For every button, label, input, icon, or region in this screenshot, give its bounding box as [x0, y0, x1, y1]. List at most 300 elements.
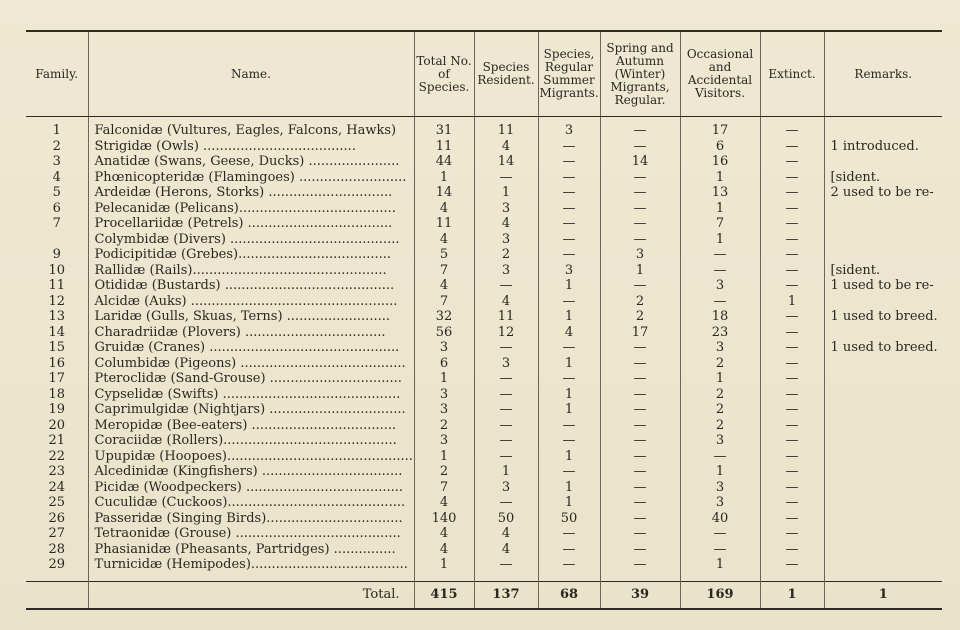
resident-cell: — [474, 449, 538, 465]
summer-cell: 3 [538, 117, 600, 139]
family-cell: 13 [48, 309, 66, 324]
family-cell: 28 [48, 541, 66, 557]
resident-cell: — [474, 340, 538, 356]
name-cell: Turnicidæ (Hemipodes)...................................... [88, 557, 414, 581]
occasional-cell: 1 [680, 371, 760, 387]
summer-cell: 3 [538, 263, 600, 279]
remarks-cell: [sident. [824, 170, 942, 186]
family-cell: 15 [48, 340, 66, 355]
table-row [26, 449, 942, 465]
header-total: Total No. of Species. [414, 31, 474, 117]
name-cell: Rallidæ (Rails)............................................... [88, 263, 414, 279]
family-cell: 1 [52, 123, 61, 138]
table-row [26, 526, 942, 542]
table-footer [26, 581, 942, 609]
extinct-cell: — [760, 542, 824, 558]
remarks-cell [824, 201, 942, 217]
table-row [26, 117, 942, 139]
occasional-cell: — [680, 542, 760, 558]
family-cell: 6 [52, 200, 61, 216]
resident-cell: 4 [474, 216, 538, 232]
spring-cell: — [600, 526, 680, 542]
name-cell: Podicipitidæ (Grebes)..................................... [88, 247, 414, 263]
extinct-cell: — [760, 340, 824, 356]
name-cell: Anatidæ (Swans, Geese, Ducks) ...................... [88, 154, 414, 170]
family-cell: 2 [52, 138, 61, 154]
remarks-cell [824, 117, 942, 139]
total-cell: 11 [414, 216, 474, 232]
remarks-cell [824, 495, 942, 511]
totals-label: Total. [88, 581, 414, 609]
remarks-cell [824, 511, 942, 527]
extinct-cell: — [760, 371, 824, 387]
extinct-cell: — [760, 356, 824, 372]
resident-cell: — [474, 387, 538, 403]
total-cell: 2 [414, 464, 474, 480]
resident-cell: 4 [474, 526, 538, 542]
table-row [26, 216, 942, 232]
occasional-cell: — [680, 247, 760, 263]
spring-cell: — [600, 371, 680, 387]
totals-extinct: 1 [760, 581, 824, 609]
total-cell: 5 [414, 247, 474, 263]
family-cell: 11 [48, 278, 66, 293]
occasional-cell: 13 [680, 185, 760, 201]
remarks-cell [824, 216, 942, 232]
family-cell: 20 [48, 417, 66, 433]
summer-cell: 1 [538, 278, 600, 294]
remarks-cell: 2 used to be re- [824, 185, 942, 201]
summer-cell: 1 [538, 402, 600, 418]
name-cell: Falconidæ (Vultures, Eagles, Falcons, Hawks) [88, 117, 414, 139]
table-body [26, 117, 942, 582]
remarks-cell [824, 154, 942, 170]
family-cell: 25 [48, 495, 66, 510]
spring-cell: 1 [600, 263, 680, 279]
summer-cell: — [538, 139, 600, 155]
total-cell: 3 [414, 387, 474, 403]
table-row [26, 495, 942, 511]
extinct-cell: — [760, 263, 824, 279]
spring-cell: — [600, 418, 680, 434]
name-cell: Tetraonidæ (Grouse) ........................................ [88, 526, 414, 542]
summer-cell: 1 [538, 449, 600, 465]
table-header [26, 31, 942, 117]
extinct-cell: — [760, 480, 824, 496]
header-occasional: Occasional and Accidental Visitors. [680, 31, 760, 117]
total-cell: 14 [414, 185, 474, 201]
total-cell: 4 [414, 542, 474, 558]
extinct-cell: — [760, 309, 824, 325]
summer-cell: — [538, 418, 600, 434]
totals-row [26, 581, 942, 609]
resident-cell: 3 [474, 356, 538, 372]
summer-cell: — [538, 185, 600, 201]
spring-cell: — [600, 117, 680, 139]
remarks-cell [824, 480, 942, 496]
name-cell: Coraciidæ (Rollers).......................................... [88, 433, 414, 449]
total-cell: 1 [414, 170, 474, 186]
table-row [26, 263, 942, 279]
spring-cell: — [600, 511, 680, 527]
summer-cell: 1 [538, 309, 600, 325]
total-cell: 4 [414, 201, 474, 217]
extinct-cell: — [760, 247, 824, 263]
remarks-cell [824, 449, 942, 465]
remarks-cell: 1 used to breed. [824, 309, 942, 325]
summer-cell: — [538, 170, 600, 186]
spring-cell: — [600, 449, 680, 465]
name-cell: Laridæ (Gulls, Skuas, Terns) ......................... [88, 309, 414, 325]
spring-cell: 2 [600, 294, 680, 310]
name-cell: Phœnicopteridæ (Flamingoes) .......................... [88, 170, 414, 186]
table-row [26, 480, 942, 496]
spring-cell: — [600, 170, 680, 186]
name-cell: Upupidæ (Hoopoes)............................................. [88, 449, 414, 465]
extinct-cell: 1 [760, 294, 824, 310]
spring-cell: 2 [600, 309, 680, 325]
resident-cell: 3 [474, 480, 538, 496]
remarks-cell [824, 557, 942, 581]
extinct-cell: — [760, 232, 824, 248]
occasional-cell: — [680, 526, 760, 542]
table-row [26, 154, 942, 170]
family-cell: 7 [52, 216, 61, 231]
resident-cell: — [474, 402, 538, 418]
family-cell: 22 [48, 448, 66, 464]
spring-cell: — [600, 433, 680, 449]
occasional-cell: 2 [680, 418, 760, 434]
table-row [26, 387, 942, 403]
family-cell: 16 [48, 355, 66, 371]
total-cell: 1 [414, 371, 474, 387]
table-row [26, 247, 942, 263]
extinct-cell: — [760, 418, 824, 434]
resident-cell: 3 [474, 201, 538, 217]
resident-cell: 14 [474, 154, 538, 170]
totals-resident: 137 [474, 581, 538, 609]
total-cell: 1 [414, 557, 474, 581]
extinct-cell: — [760, 449, 824, 465]
table-row [26, 232, 942, 248]
family-cell: 17 [48, 371, 66, 386]
name-cell: Phasianidæ (Pheasants, Partridges) ............... [88, 542, 414, 558]
spring-cell: — [600, 387, 680, 403]
family-cell: 24 [48, 479, 66, 495]
remarks-cell [824, 247, 942, 263]
name-cell: Passeridæ (Singing Birds)................................. [88, 511, 414, 527]
spring-cell: — [600, 340, 680, 356]
table-row [26, 185, 942, 201]
occasional-cell: 3 [680, 340, 760, 356]
total-cell: 56 [414, 325, 474, 341]
total-cell: 4 [414, 495, 474, 511]
total-cell: 3 [414, 402, 474, 418]
extinct-cell: — [760, 170, 824, 186]
resident-cell: — [474, 371, 538, 387]
resident-cell: 1 [474, 185, 538, 201]
family-cell: 21 [48, 433, 66, 448]
table-row [26, 542, 942, 558]
occasional-cell: 23 [680, 325, 760, 341]
remarks-cell: [sident. [824, 263, 942, 279]
spring-cell: — [600, 542, 680, 558]
occasional-cell: 18 [680, 309, 760, 325]
summer-cell: — [538, 526, 600, 542]
resident-cell: 50 [474, 511, 538, 527]
table-row [26, 278, 942, 294]
remarks-cell [824, 542, 942, 558]
resident-cell: 11 [474, 309, 538, 325]
occasional-cell: 40 [680, 511, 760, 527]
spring-cell: — [600, 232, 680, 248]
table-row [26, 309, 942, 325]
spring-cell: — [600, 464, 680, 480]
extinct-cell: — [760, 201, 824, 217]
total-cell: 3 [414, 433, 474, 449]
total-cell: 1 [414, 449, 474, 465]
totals-occasional: 169 [680, 581, 760, 609]
total-cell: 6 [414, 356, 474, 372]
family-cell: 5 [52, 185, 61, 200]
extinct-cell: — [760, 139, 824, 155]
table-row [26, 139, 942, 155]
name-cell: Caprimulgidæ (Nightjars) ................................. [88, 402, 414, 418]
header-resident: Species Resident. [474, 31, 538, 117]
total-cell: 2 [414, 418, 474, 434]
name-cell: Strigidæ (Owls) ..................................... [88, 139, 414, 155]
family-cell: 14 [48, 324, 66, 340]
summer-cell: 1 [538, 387, 600, 403]
name-cell: Alcidæ (Auks) .................................................. [88, 294, 414, 310]
name-cell: Procellariidæ (Petrels) ................................... [88, 216, 414, 232]
resident-cell: — [474, 170, 538, 186]
resident-cell: 3 [474, 263, 538, 279]
occasional-cell: 1 [680, 464, 760, 480]
occasional-cell: 3 [680, 480, 760, 496]
occasional-cell: 2 [680, 402, 760, 418]
table-row [26, 201, 942, 217]
occasional-cell: 1 [680, 201, 760, 217]
species-table [26, 30, 942, 610]
name-cell: Charadriidæ (Plovers) .................................. [88, 325, 414, 341]
table-row [26, 464, 942, 480]
name-cell: Pelecanidæ (Pelicans)...................................... [88, 201, 414, 217]
header-spring: Spring and Autumn (Winter) Migrants, Regular. [600, 31, 680, 117]
family-cell: 29 [48, 557, 66, 572]
table-row [26, 356, 942, 372]
spring-cell: — [600, 185, 680, 201]
name-cell: Pteroclidæ (Sand-Grouse) ................................ [88, 371, 414, 387]
spring-cell: — [600, 495, 680, 511]
total-cell: 31 [414, 117, 474, 139]
extinct-cell: — [760, 278, 824, 294]
name-cell: Otididæ (Bustards) ......................................... [88, 278, 414, 294]
remarks-cell: 1 used to be re- [824, 278, 942, 294]
name-cell: Meropidæ (Bee-eaters) ................................... [88, 418, 414, 434]
table-row [26, 557, 942, 581]
occasional-cell: 1 [680, 557, 760, 581]
extinct-cell: — [760, 402, 824, 418]
remarks-cell: 1 used to breed. [824, 340, 942, 356]
spring-cell: — [600, 402, 680, 418]
summer-cell: — [538, 542, 600, 558]
total-cell: 44 [414, 154, 474, 170]
total-cell: 32 [414, 309, 474, 325]
extinct-cell: — [760, 464, 824, 480]
summer-cell: — [538, 154, 600, 170]
total-cell: 140 [414, 511, 474, 527]
name-cell: Colymbidæ (Divers) ......................................... [88, 232, 414, 248]
family-cell: 23 [48, 464, 66, 479]
header-summer: Species, Regular Summer Migrants. [538, 31, 600, 117]
extinct-cell: — [760, 557, 824, 581]
remarks-cell [824, 418, 942, 434]
spring-cell: — [600, 216, 680, 232]
totals-remarks: 1 [824, 581, 942, 609]
family-cell: 18 [48, 386, 66, 402]
extinct-cell: — [760, 526, 824, 542]
family-cell: 3 [52, 154, 61, 169]
name-cell: Columbidæ (Pigeons) ........................................ [88, 356, 414, 372]
remarks-cell [824, 371, 942, 387]
family-cell: 19 [48, 402, 66, 417]
summer-cell: — [538, 247, 600, 263]
summer-cell: — [538, 464, 600, 480]
occasional-cell: 3 [680, 278, 760, 294]
resident-cell: — [474, 495, 538, 511]
total-cell: 4 [414, 232, 474, 248]
occasional-cell: 1 [680, 232, 760, 248]
occasional-cell: 6 [680, 139, 760, 155]
spring-cell: 3 [600, 247, 680, 263]
summer-cell: — [538, 340, 600, 356]
total-cell: 7 [414, 294, 474, 310]
total-cell: 7 [414, 480, 474, 496]
occasional-cell: — [680, 263, 760, 279]
spring-cell: — [600, 557, 680, 581]
extinct-cell: — [760, 433, 824, 449]
occasional-cell: 7 [680, 216, 760, 232]
table-row [26, 418, 942, 434]
name-cell: Cypselidæ (Swifts) ........................................... [88, 387, 414, 403]
table-row [26, 371, 942, 387]
summer-cell: 50 [538, 511, 600, 527]
summer-cell: — [538, 557, 600, 581]
extinct-cell: — [760, 495, 824, 511]
resident-cell: 1 [474, 464, 538, 480]
remarks-cell [824, 294, 942, 310]
occasional-cell: 3 [680, 433, 760, 449]
header-extinct: Extinct. [760, 31, 824, 117]
remarks-cell [824, 402, 942, 418]
resident-cell: 2 [474, 247, 538, 263]
remarks-cell: 1 introduced. [824, 139, 942, 155]
occasional-cell: 2 [680, 387, 760, 403]
summer-cell: — [538, 371, 600, 387]
resident-cell: — [474, 418, 538, 434]
table-row [26, 511, 942, 527]
summer-cell: 1 [538, 480, 600, 496]
occasional-cell: 17 [680, 117, 760, 139]
extinct-cell: — [760, 387, 824, 403]
header-remarks: Remarks. [824, 31, 942, 117]
extinct-cell: — [760, 511, 824, 527]
spring-cell: — [600, 480, 680, 496]
remarks-cell [824, 232, 942, 248]
table-row [26, 325, 942, 341]
spring-cell: — [600, 356, 680, 372]
table-row [26, 294, 942, 310]
table-row [26, 402, 942, 418]
extinct-cell: — [760, 185, 824, 201]
extinct-cell: — [760, 216, 824, 232]
table-row [26, 433, 942, 449]
occasional-cell: 3 [680, 495, 760, 511]
summer-cell: 1 [538, 356, 600, 372]
summer-cell: — [538, 201, 600, 217]
totals-family-cell [26, 581, 88, 609]
total-cell: 4 [414, 526, 474, 542]
spring-cell: 17 [600, 325, 680, 341]
remarks-cell [824, 526, 942, 542]
summer-cell: — [538, 294, 600, 310]
name-cell: Cuculidæ (Cuckoos)........................................... [88, 495, 414, 511]
table-row [26, 340, 942, 356]
totals-total: 415 [414, 581, 474, 609]
summer-cell: 1 [538, 495, 600, 511]
occasional-cell: 1 [680, 170, 760, 186]
family-cell: 12 [48, 293, 66, 309]
remarks-cell [824, 433, 942, 449]
occasional-cell: 16 [680, 154, 760, 170]
header-family: Family. [26, 31, 88, 117]
family-cell [26, 232, 88, 248]
remarks-cell [824, 464, 942, 480]
summer-cell: — [538, 433, 600, 449]
family-cell: 10 [48, 262, 66, 278]
name-cell: Picidæ (Woodpeckers) ...................................... [88, 480, 414, 496]
family-cell: 4 [52, 169, 61, 185]
total-cell: 4 [414, 278, 474, 294]
remarks-cell [824, 356, 942, 372]
name-cell: Gruidæ (Cranes) .............................................. [88, 340, 414, 356]
table-row [26, 170, 942, 186]
family-cell: 9 [52, 247, 61, 262]
spring-cell: — [600, 139, 680, 155]
occasional-cell: — [680, 294, 760, 310]
resident-cell: 4 [474, 542, 538, 558]
name-cell: Ardeidæ (Herons, Storks) .............................. [88, 185, 414, 201]
resident-cell: — [474, 278, 538, 294]
family-cell: 27 [48, 526, 66, 541]
spring-cell: — [600, 278, 680, 294]
totals-summer: 68 [538, 581, 600, 609]
spring-cell: — [600, 201, 680, 217]
summer-cell: 4 [538, 325, 600, 341]
spring-cell: 14 [600, 154, 680, 170]
total-cell: 11 [414, 139, 474, 155]
resident-cell: 4 [474, 294, 538, 310]
extinct-cell: — [760, 154, 824, 170]
summer-cell: — [538, 232, 600, 248]
occasional-cell: — [680, 449, 760, 465]
remarks-cell [824, 325, 942, 341]
total-cell: 7 [414, 263, 474, 279]
name-cell: Alcedinidæ (Kingfishers) .................................. [88, 464, 414, 480]
family-cell: 26 [48, 510, 66, 526]
resident-cell: 4 [474, 139, 538, 155]
